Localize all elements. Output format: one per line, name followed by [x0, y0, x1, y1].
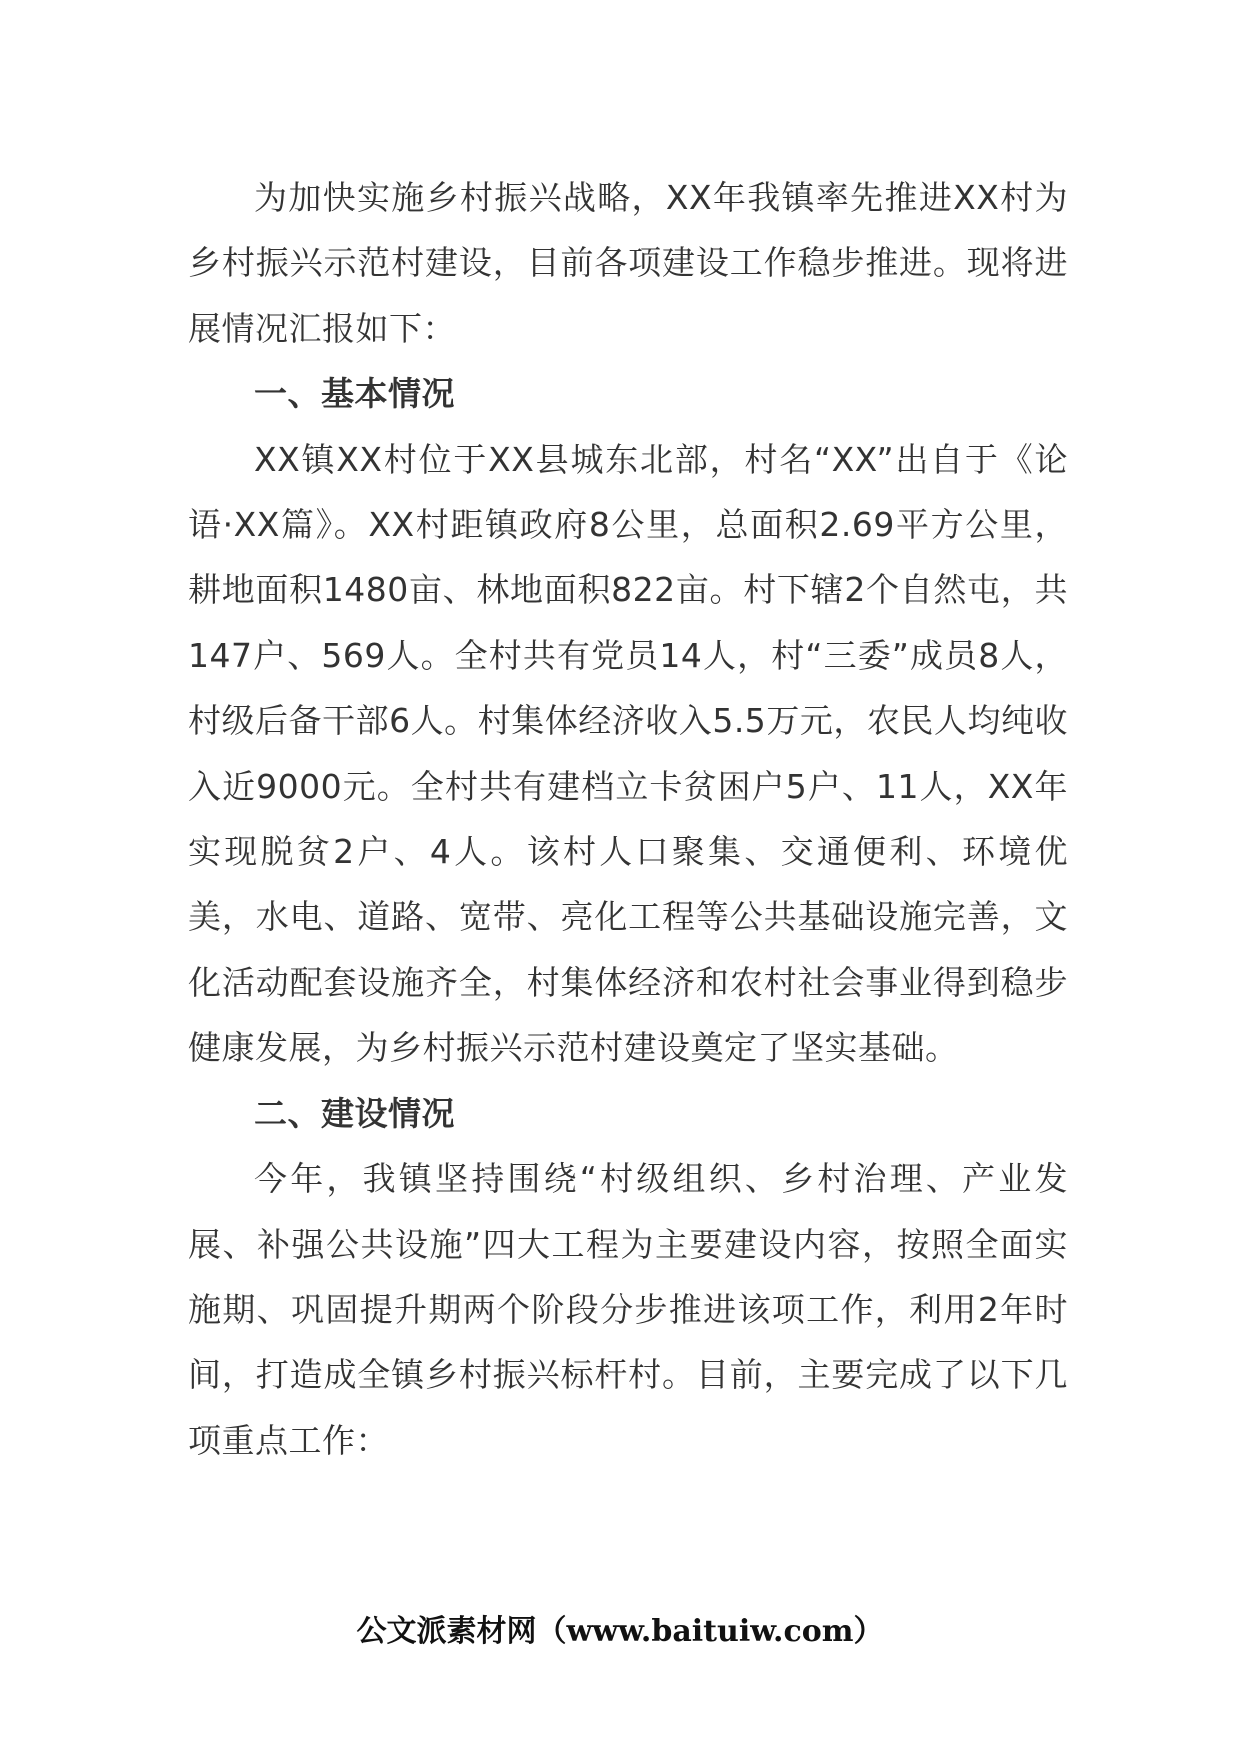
footer-source: 公文派素材网（www.baituiw.com）	[356, 1614, 884, 1649]
section-heading-basic-situation: 一、基本情况	[254, 374, 455, 414]
document-body	[188, 165, 1068, 1473]
basic-situation-paragraph: XX镇XX村位于XX县城东北部，村名“XX”出自于《论语·XX篇》。XX村距镇政府8公里，总面积2.69平方公里，耕地面积1480亩、林地面积822亩。村下辖2个自然屯，共147户、569人。全村共有党员14人，村“三委”成员8人，村级后备干部6人。村集体经济收入5.5万元，农民人均纯收入近9000元。全村共有建档立卡贫困户5户、11人，XX年实现脱贫2户、4人。该村人口聚集、交通便利、环境优美，水电、道路、宽带、亮化工程等公共基础设施完善，文化活动配套设施齐全，村集体经济和农村社会事业得到稳步健康发展，为乡村振兴示范村建设奠定了坚实基础。	[188, 439, 1068, 1068]
construction-paragraph: 今年，我镇坚持围绕“村级组织、乡村治理、产业发展、补强公共设施”四大工程为主要建设内容，按照全面实施期、巩固提升期两个阶段分步推进该项工作，利用2年时间，打造成全镇乡村振兴标杆村。目前，主要完成了以下几项重点工作：	[188, 1159, 1068, 1460]
intro-paragraph: 为加快实施乡村振兴战略，XX年我镇率先推进XX村为乡村振兴示范村建设，目前各项建设工作稳步推进。现将进展情况汇报如下：	[188, 178, 1068, 348]
section-heading-construction: 二、建设情况	[254, 1093, 455, 1133]
